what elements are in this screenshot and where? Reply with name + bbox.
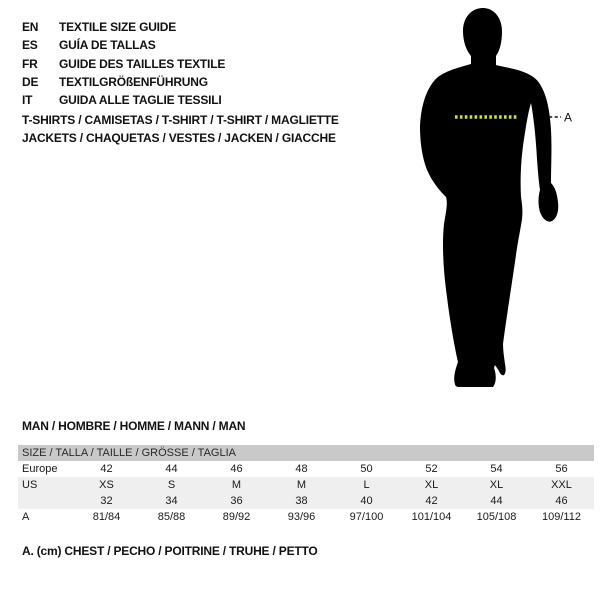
size-value-cell: 81/84 bbox=[92, 511, 121, 523]
size-value-cell: 52 bbox=[425, 463, 438, 475]
size-value-cell: XS bbox=[99, 479, 114, 491]
size-value-cell: 46 bbox=[230, 463, 243, 475]
section-title-man: MAN / HOMBRE / HOMME / MANN / MAN bbox=[22, 419, 246, 433]
language-code: EN bbox=[22, 20, 39, 34]
size-row-label bbox=[18, 493, 74, 509]
language-code: ES bbox=[22, 38, 38, 53]
size-value-cell: M bbox=[231, 479, 242, 491]
size-table-row bbox=[18, 493, 594, 509]
size-value-cell: XXL bbox=[551, 479, 572, 491]
size-table-header: SIZE / TALLA / TAILLE / GRÖSSE / TAGLIA bbox=[18, 445, 594, 461]
language-label: GUÍA DE TALLAS bbox=[59, 38, 156, 53]
language-code: FR bbox=[22, 56, 38, 71]
chest-measure-footnote: A. (cm) CHEST / PECHO / POITRINE / TRUHE / PETTO bbox=[22, 544, 318, 558]
language-row-es bbox=[22, 36, 225, 54]
language-code: IT bbox=[22, 93, 33, 108]
garment-categories bbox=[22, 111, 339, 147]
language-label: GUIDE DES TAILLES TEXTILE bbox=[59, 56, 226, 71]
size-table-row bbox=[18, 461, 594, 477]
language-label: GUIDA ALLE TAGLIE TESSILI bbox=[59, 93, 222, 108]
size-value-cell: 101/104 bbox=[411, 511, 452, 523]
size-value-cell: 54 bbox=[490, 463, 503, 475]
size-value-cell: M bbox=[296, 479, 307, 491]
size-value-cell: 36 bbox=[230, 495, 243, 507]
size-table-row bbox=[18, 509, 594, 525]
size-value-cell: 109/112 bbox=[542, 511, 581, 523]
language-row-de bbox=[22, 73, 225, 91]
size-row-label: US bbox=[22, 479, 38, 491]
size-value-cell: 97/100 bbox=[349, 511, 384, 523]
size-value-cell: 34 bbox=[165, 495, 178, 507]
size-row-label: Europe bbox=[22, 463, 58, 475]
language-label: TEXTILE SIZE GUIDE bbox=[59, 20, 177, 34]
language-code: DE bbox=[22, 74, 39, 89]
category-line-tshirts: T-SHIRTS / CAMISETAS / T-SHIRT / T-SHIRT / MAGLIETTE bbox=[22, 113, 339, 127]
size-value-cell: XL bbox=[424, 479, 439, 491]
size-table-row bbox=[18, 477, 594, 493]
size-value-cell: L bbox=[363, 479, 370, 491]
language-row-it bbox=[22, 91, 225, 109]
man-silhouette-figure bbox=[400, 0, 600, 400]
size-value-cell: 44 bbox=[165, 463, 178, 475]
size-table-body bbox=[18, 461, 594, 525]
size-value-cell: 44 bbox=[490, 495, 503, 507]
measure-label-a: A bbox=[564, 110, 573, 125]
size-row-label: A bbox=[22, 511, 30, 523]
size-value-cell: 89/92 bbox=[222, 511, 251, 523]
size-value-cell: 46 bbox=[555, 495, 568, 507]
man-silhouette bbox=[420, 8, 558, 387]
language-row-en bbox=[22, 18, 225, 36]
language-guide-list bbox=[22, 18, 225, 109]
size-value-cell: 32 bbox=[100, 495, 113, 507]
size-value-cell: XL bbox=[489, 479, 504, 491]
size-table bbox=[18, 445, 594, 525]
language-row-fr bbox=[22, 55, 225, 73]
size-value-cell: S bbox=[167, 479, 176, 491]
size-value-cell: 42 bbox=[100, 463, 113, 475]
size-value-cell: 105/108 bbox=[476, 511, 517, 523]
size-value-cell: 56 bbox=[555, 463, 568, 475]
size-value-cell: 48 bbox=[295, 463, 308, 475]
category-line-jackets: JACKETS / CHAQUETAS / VESTES / JACKEN / GIACCHE bbox=[22, 131, 336, 145]
size-value-cell: 50 bbox=[360, 463, 373, 475]
size-value-cell: 85/88 bbox=[157, 511, 186, 523]
size-value-cell: 42 bbox=[425, 495, 438, 507]
language-label: TEXTILGRÖßENFÜHRUNG bbox=[59, 74, 208, 89]
size-value-cell: 38 bbox=[295, 495, 308, 507]
size-value-cell: 93/96 bbox=[287, 511, 316, 523]
size-value-cell: 40 bbox=[360, 495, 373, 507]
